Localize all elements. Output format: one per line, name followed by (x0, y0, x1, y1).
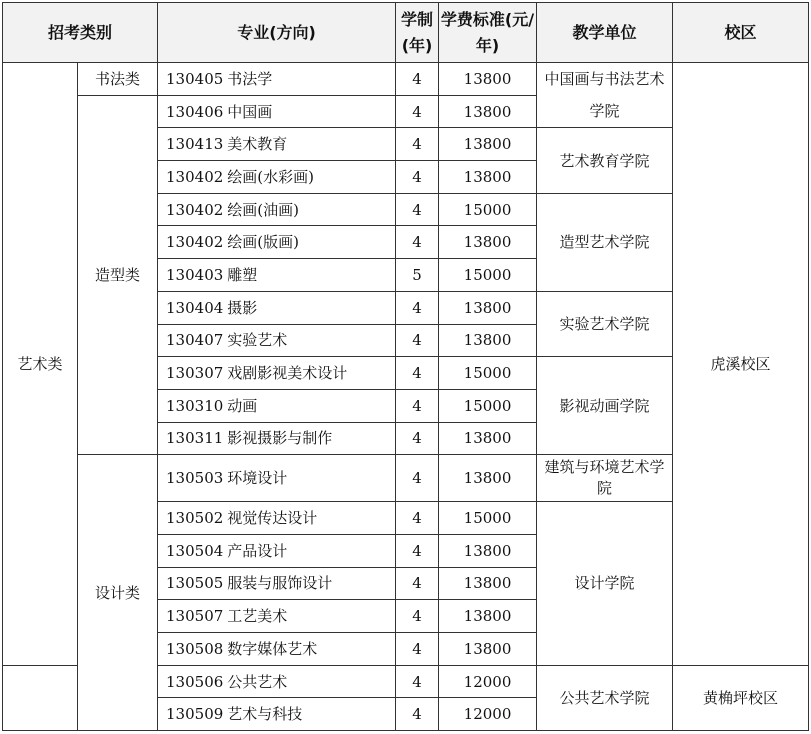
major-code: 130403 (166, 265, 224, 284)
tuition-cell: 13800 (439, 95, 537, 128)
major-cell (158, 502, 396, 535)
tuition-cell: 15000 (439, 357, 537, 390)
years-cell: 4 (396, 324, 439, 357)
unit-chinese-painting: 中国画与书法艺术学院 (537, 63, 673, 128)
group-calligraphy: 书法类 (78, 63, 158, 96)
tuition-cell: 13800 (439, 291, 537, 324)
years-cell: 4 (396, 600, 439, 633)
table-row (3, 63, 809, 96)
years-cell: 4 (396, 665, 439, 698)
tuition-cell: 13800 (439, 128, 537, 161)
tuition-cell: 15000 (439, 389, 537, 422)
major-cell (158, 698, 396, 731)
campus-huangjueping: 黄桷坪校区 (673, 665, 809, 730)
header-unit: 教学单位 (537, 3, 673, 63)
campus-huxi: 虎溪校区 (673, 63, 809, 666)
major-name: 动画 (227, 396, 258, 415)
major-name: 绘画(版画) (227, 233, 299, 252)
major-name: 艺术与科技 (227, 705, 303, 724)
major-cell (158, 291, 396, 324)
major-cell (158, 422, 396, 455)
header-row (3, 3, 809, 63)
major-code: 130506 (166, 672, 224, 691)
major-code: 130307 (166, 364, 224, 383)
major-name: 实验艺术 (227, 331, 288, 350)
major-cell (158, 455, 396, 502)
years-cell: 4 (396, 357, 439, 390)
unit-modeling: 造型艺术学院 (537, 193, 673, 291)
unit-experimental: 实验艺术学院 (537, 291, 673, 356)
major-cell (158, 95, 396, 128)
years-cell: 4 (396, 455, 439, 502)
major-code: 130507 (166, 607, 224, 626)
major-code: 130402 (166, 233, 224, 252)
tuition-cell: 13800 (439, 534, 537, 567)
major-code: 130504 (166, 541, 224, 560)
tuition-cell: 13800 (439, 161, 537, 194)
major-code: 130509 (166, 705, 224, 724)
major-code: 130402 (166, 167, 224, 186)
tuition-cell: 13800 (439, 567, 537, 600)
major-name: 工艺美术 (227, 607, 288, 626)
major-code: 130503 (166, 469, 224, 488)
major-name: 绘画(油画) (227, 200, 299, 219)
major-code: 130407 (166, 331, 224, 350)
major-cell (158, 193, 396, 226)
tuition-cell: 15000 (439, 259, 537, 292)
years-cell: 4 (396, 193, 439, 226)
major-name: 中国画 (227, 102, 273, 121)
major-name: 美术教育 (227, 135, 288, 154)
tuition-cell: 12000 (439, 665, 537, 698)
major-cell (158, 534, 396, 567)
tuition-cell: 13800 (439, 600, 537, 633)
tuition-cell: 13800 (439, 455, 537, 502)
major-cell (158, 357, 396, 390)
major-code: 130311 (166, 429, 224, 448)
header-major: 专业(方向) (158, 3, 396, 63)
major-cell (158, 259, 396, 292)
tuition-cell: 15000 (439, 502, 537, 535)
major-code: 130413 (166, 135, 224, 154)
major-code: 130310 (166, 396, 224, 415)
unit-public-art: 公共艺术学院 (537, 665, 673, 730)
major-cell (158, 226, 396, 259)
major-cell (158, 324, 396, 357)
unit-film-animation: 影视动画学院 (537, 357, 673, 455)
group-design: 设计类 (78, 455, 158, 731)
major-name: 服装与服饰设计 (227, 574, 333, 593)
years-cell: 4 (396, 567, 439, 600)
years-cell: 4 (396, 63, 439, 96)
major-code: 130404 (166, 298, 224, 317)
unit-design: 设计学院 (537, 502, 673, 665)
unit-art-education: 艺术教育学院 (537, 128, 673, 193)
major-cell (158, 633, 396, 666)
tuition-cell: 13800 (439, 422, 537, 455)
tuition-cell: 13800 (439, 633, 537, 666)
admission-table (2, 2, 809, 731)
major-name: 环境设计 (227, 469, 288, 488)
header-campus: 校区 (673, 3, 809, 63)
major-name: 书法学 (227, 69, 273, 88)
major-code: 130508 (166, 639, 224, 658)
major-name: 摄影 (227, 298, 258, 317)
major-cell (158, 665, 396, 698)
major-name: 戏剧影视美术设计 (227, 364, 348, 383)
tuition-cell: 13800 (439, 324, 537, 357)
major-cell (158, 389, 396, 422)
major-name: 绘画(水彩画) (227, 167, 314, 186)
years-cell: 4 (396, 161, 439, 194)
major-name: 产品设计 (227, 541, 288, 560)
years-cell: 4 (396, 95, 439, 128)
major-name: 公共艺术 (227, 672, 288, 691)
major-cell (158, 128, 396, 161)
years-cell: 4 (396, 422, 439, 455)
years-cell: 5 (396, 259, 439, 292)
empty-category-cell (3, 665, 78, 730)
major-name: 雕塑 (227, 265, 258, 284)
major-cell (158, 161, 396, 194)
years-cell: 4 (396, 633, 439, 666)
years-cell: 4 (396, 502, 439, 535)
header-years: 学制(年) (396, 3, 439, 63)
years-cell: 4 (396, 128, 439, 161)
major-cell (158, 600, 396, 633)
years-cell: 4 (396, 698, 439, 731)
major-code: 130402 (166, 200, 224, 219)
header-category: 招考类别 (3, 3, 158, 63)
major-name: 视觉传达设计 (227, 509, 318, 528)
major-code: 130405 (166, 69, 224, 88)
tuition-cell: 13800 (439, 63, 537, 96)
years-cell: 4 (396, 389, 439, 422)
major-name: 影视摄影与制作 (227, 429, 333, 448)
major-code: 130406 (166, 102, 224, 121)
years-cell: 4 (396, 534, 439, 567)
tuition-cell: 13800 (439, 226, 537, 259)
years-cell: 4 (396, 291, 439, 324)
major-name: 数字媒体艺术 (227, 639, 318, 658)
major-code: 130505 (166, 574, 224, 593)
years-cell: 4 (396, 226, 439, 259)
group-modeling: 造型类 (78, 95, 158, 455)
major-cell (158, 63, 396, 96)
major-code: 130502 (166, 509, 224, 528)
tuition-cell: 15000 (439, 193, 537, 226)
header-tuition: 学费标准(元/年) (439, 3, 537, 63)
unit-architecture: 建筑与环境艺术学院 (537, 455, 673, 502)
top-category-cell: 艺术类 (3, 63, 78, 666)
tuition-cell: 12000 (439, 698, 537, 731)
major-cell (158, 567, 396, 600)
